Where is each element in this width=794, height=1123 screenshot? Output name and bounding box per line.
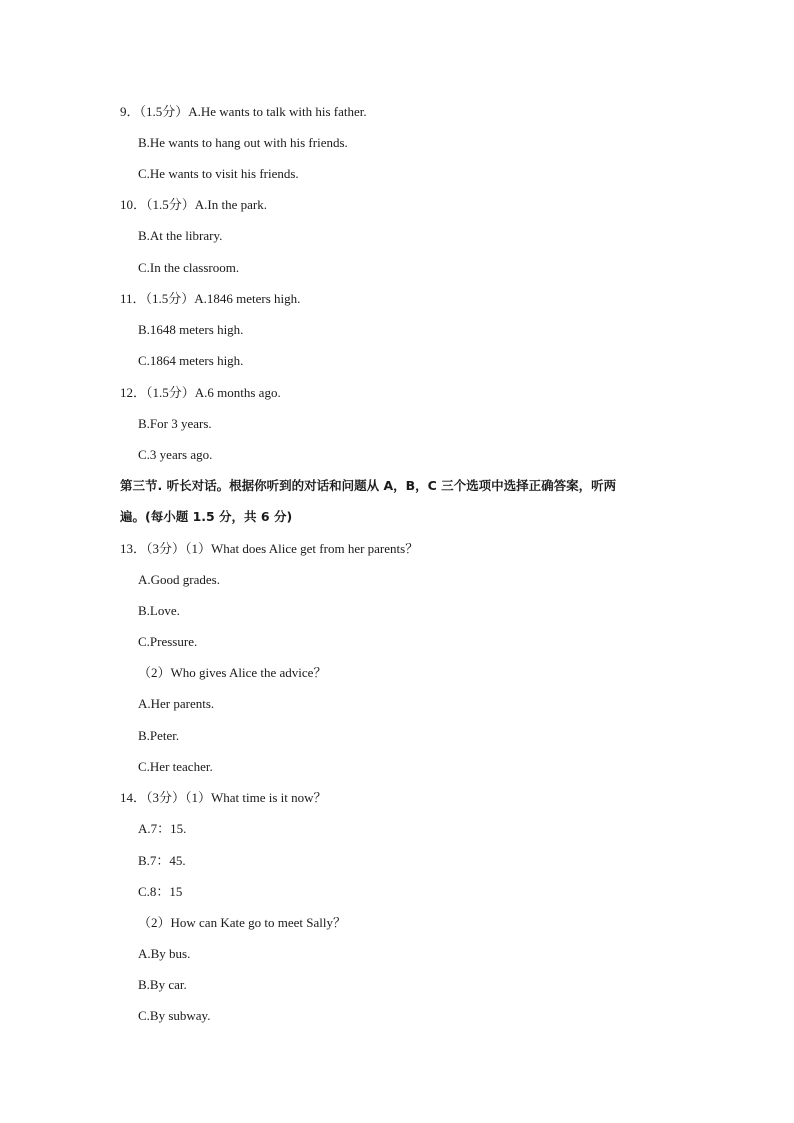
question-14-2-option-b: B.By car. <box>138 977 187 992</box>
question-13-part-2: （2）Who gives Alice the advice？ <box>138 665 327 680</box>
question-12-option-c: C.3 years ago. <box>138 447 213 462</box>
question-13-1-option-a: A.Good grades. <box>138 572 220 587</box>
question-14-1-option-c: C.8：15 <box>138 884 183 899</box>
question-14-1-option-a: A.7：15. <box>138 821 187 836</box>
question-13-2-option-a: A.Her parents. <box>138 696 215 711</box>
question-14-2-option-c: C.By subway. <box>138 1008 211 1023</box>
question-13-1-option-c: C.Pressure. <box>138 634 198 649</box>
question-9-option-c: C.He wants to visit his friends. <box>138 166 299 181</box>
question-14-part-2: （2）How can Kate go to meet Sally？ <box>138 915 346 930</box>
question-14-part-1: 14．（3分）（1）What time is it now？ <box>120 790 327 805</box>
question-13-part-1: 13．（3分）（1）What does Alice get from her parents？ <box>120 541 419 556</box>
question-9-option-b: B.He wants to hang out with his friends. <box>138 135 348 150</box>
section-3-instructions-line-2: 遍。(每小题 1.5 分，共 6 分) <box>120 509 293 524</box>
question-14-2-option-a: A.By bus. <box>138 946 191 961</box>
question-10-option-c: C.In the classroom. <box>138 260 240 275</box>
question-13-1-option-b: B.Love. <box>138 603 180 618</box>
section-3-instructions-line-1: 第三节. 听长对话。根据你听到的对话和问题从 A，B，C 三个选项中选择正确答案，听两 <box>120 478 617 493</box>
question-10-option-a: 10．（1.5分）A.In the park. <box>120 197 267 212</box>
question-12-option-b: B.For 3 years. <box>138 416 212 431</box>
question-10-option-b: B.At the library. <box>138 228 223 243</box>
question-11-option-b: B.1648 meters high. <box>138 322 244 337</box>
question-9-option-a: 9．（1.5分）A.He wants to talk with his father. <box>120 104 367 119</box>
question-13-2-option-b: B.Peter. <box>138 728 180 743</box>
question-14-1-option-b: B.7：45. <box>138 853 186 868</box>
question-11-option-c: C.1864 meters high. <box>138 353 244 368</box>
question-11-option-a: 11．（1.5分）A.1846 meters high. <box>120 291 301 306</box>
question-13-2-option-c: C.Her teacher. <box>138 759 213 774</box>
question-12-option-a: 12．（1.5分）A.6 months ago. <box>120 385 281 400</box>
